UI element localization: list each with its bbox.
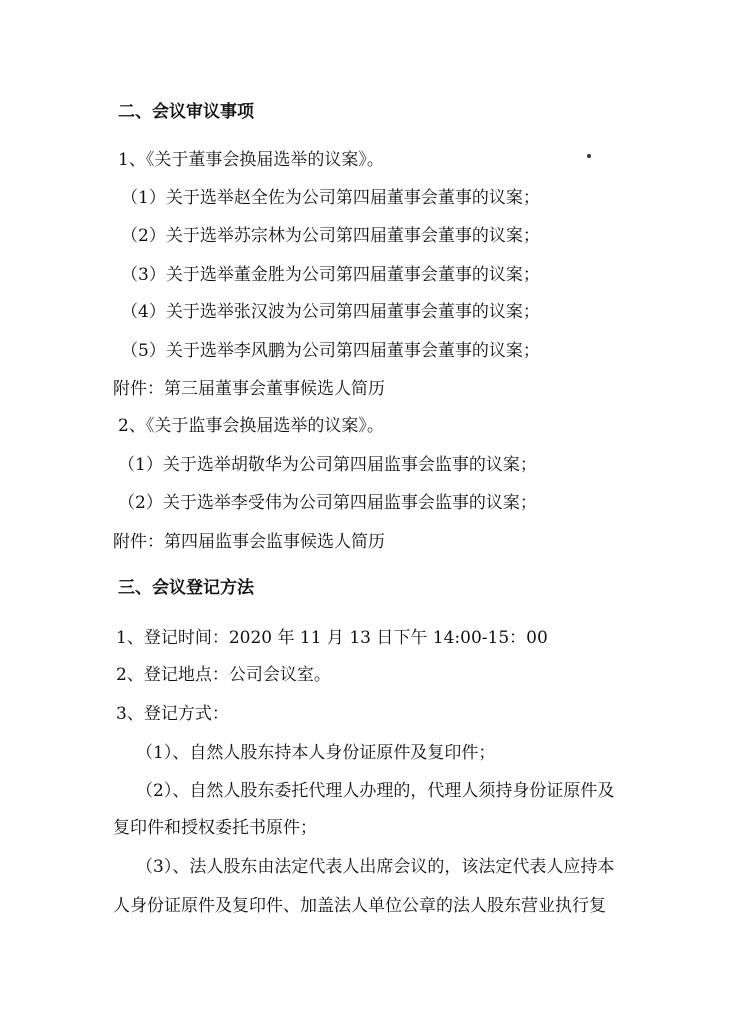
- item-1-sub-5: （5）关于选举李风鹏为公司第四届董事会董事的议案；: [121, 341, 540, 361]
- item-1-sub-3: （3）关于选举董金胜为公司第四届董事会董事的议案；: [121, 265, 540, 285]
- registration-place: 2、登记地点：公司会议室。: [116, 665, 331, 685]
- registration-time: 1、登记时间：2020 年 11 月 13 日下午 14:00-15：00: [116, 628, 548, 648]
- item-2-title: 2、《关于监事会换届选举的议案》。: [118, 416, 384, 436]
- method-1: （1）、自然人股东持本人身份证原件及复印件；: [136, 743, 496, 763]
- section-heading-registration: 三、会议登记方法: [118, 578, 254, 598]
- item-2-sub-1: （1）关于选举胡敬华为公司第四届监事会监事的议案；: [118, 455, 537, 475]
- method-3-line-1: （3）、法人股东由法定代表人出席会议的，该法定代表人应持本: [136, 857, 615, 877]
- method-3-line-2: 人身份证原件及复印件、加盖法人单位公章的法人股东营业执行复: [113, 896, 606, 916]
- section-heading-review-items: 二、会议审议事项: [118, 102, 254, 122]
- item-2-sub-2: （2）关于选举李受伟为公司第四届监事会监事的议案；: [118, 493, 537, 513]
- item-2-attachment: 附件：第四届监事会监事候选人简历: [113, 532, 385, 552]
- item-1-sub-2: （2）关于选举苏宗林为公司第四届董事会董事的议案；: [121, 226, 540, 246]
- item-1-sub-1: （1）关于选举赵全佐为公司第四届董事会董事的议案；: [121, 188, 540, 208]
- method-2-line-2: 复印件和授权委托书原件；: [113, 818, 317, 838]
- method-2-line-1: （2）、自然人股东委托代理人办理的，代理人须持身份证原件及: [136, 781, 615, 801]
- item-1-title: 1、《关于董事会换届选举的议案》。: [118, 150, 384, 170]
- scan-speck: [587, 154, 591, 158]
- item-1-attachment: 附件：第三届董事会董事候选人简历: [113, 379, 385, 399]
- registration-method: 3、登记方式：: [116, 704, 229, 724]
- item-1-sub-4: （4）关于选举张汉波为公司第四届董事会董事的议案；: [121, 302, 540, 322]
